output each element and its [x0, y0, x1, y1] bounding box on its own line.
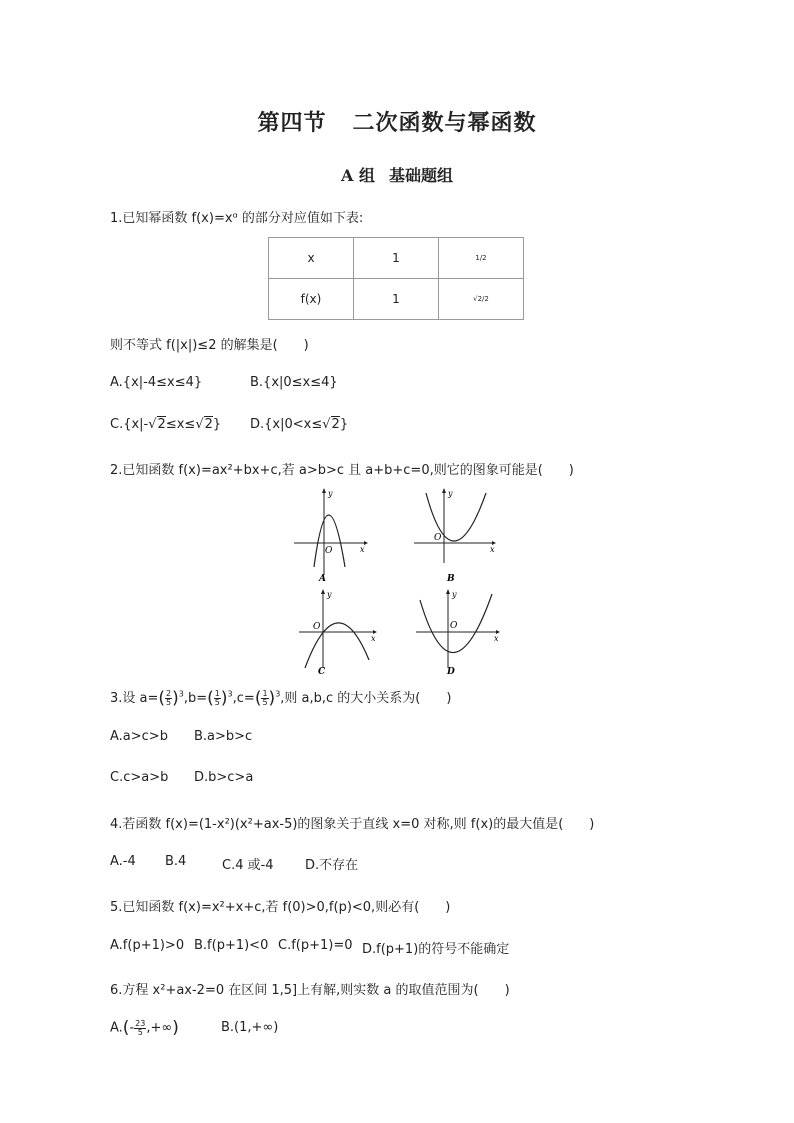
stem-text: ,则 a,b,c 的大小关系为( )	[280, 691, 452, 706]
q4-option-b: B.4	[165, 854, 187, 869]
section-number: 第四节	[257, 110, 327, 136]
table-cell: f(x)	[269, 279, 354, 320]
y-axis-label: y	[452, 590, 457, 599]
section-title: 二次函数与幂函数	[352, 110, 537, 136]
group-heading	[0, 163, 794, 186]
fraction-denominator: 5	[262, 698, 268, 707]
table-cell	[439, 279, 524, 320]
q3-option-d: D.b>c>a	[194, 770, 254, 785]
graph-c	[295, 588, 385, 680]
graph-d	[412, 588, 504, 680]
q4-option-a: A.-4	[110, 854, 136, 869]
q1-option-b: B.{x|0≤x≤4}	[250, 375, 338, 390]
fraction-numerator: 1	[262, 689, 268, 698]
q6-option-b: B.(1,+∞)	[221, 1020, 279, 1035]
group-label: A 组	[340, 166, 375, 185]
option-text: A.	[110, 1020, 123, 1036]
graph-caption: A	[319, 574, 326, 584]
option-text: }	[339, 417, 349, 432]
y-axis-label: y	[448, 489, 453, 498]
option-text: D.{x|0<x≤	[250, 417, 323, 432]
table-row	[269, 279, 524, 320]
sqrt-value: 2	[204, 417, 213, 432]
y-axis-label: y	[327, 590, 332, 599]
q3-option-c: C.c>a>b	[110, 770, 169, 785]
option-text: }	[212, 417, 222, 432]
sqrt-value: 2	[157, 417, 166, 432]
q5-option-b: B.f(p+1)<0	[194, 938, 269, 953]
fraction	[134, 1020, 146, 1037]
question-5-stem: 5.已知函数 f(x)=x²+x+c,若 f(0)>0,f(p)<0,则必有( )	[110, 900, 451, 915]
x-axis-label: x	[360, 545, 365, 554]
graph-b	[410, 485, 500, 585]
q4-option-d: D.不存在	[305, 858, 359, 873]
q1-option-a: A.{x|-4≤x≤4}	[110, 375, 203, 390]
graph-caption: D	[447, 667, 455, 677]
table-cell-small: √2/2	[473, 295, 489, 303]
q1-option-d: D.{x|0<x≤√2}	[250, 417, 349, 432]
q4-option-c: C.4 或-4	[222, 858, 274, 873]
option-text: ,+∞	[146, 1020, 173, 1036]
question-3-stem: 3.设 a=( $\frac{2}{5}$ )$^3$,b=( $\frac{1}{5}$ )$^3$,c=( $\frac{1}{5}$ )$^3$,则 a,b,c 的大小关系为( )	[110, 688, 452, 709]
question-2-stem: 2.已知函数 f(x)=ax²+bx+c,若 a>b>c 且 a+b+c=0,则它的图象可能是( )	[110, 463, 574, 478]
question-1-stem: 1.已知幂函数 f(x)=xᵅ 的部分对应值如下表:	[110, 211, 364, 226]
q6-option-a: A.(- $\frac{23}{5}$ ,+∞)	[110, 1018, 179, 1038]
option-text: C.{x|-	[110, 417, 149, 432]
group-title: 基础题组	[388, 166, 453, 185]
fraction-denominator: 5	[214, 698, 220, 707]
question-6-stem: 6.方程 x²+ax-2=0 在区间 1,5]上有解,则实数 a 的取值范围为( )	[110, 983, 510, 998]
fraction-c	[261, 690, 268, 707]
sqrt-value: 2	[331, 417, 340, 432]
fraction-numerator: 23	[135, 1018, 146, 1028]
x-axis-label: x	[371, 634, 376, 643]
question-1-condition: 则不等式 f(|x|)≤2 的解集是( )	[110, 338, 309, 353]
graph-caption: C	[318, 667, 326, 677]
q5-option-c: C.f(p+1)=0	[278, 938, 353, 953]
value-table	[268, 237, 524, 320]
origin-label: O	[313, 622, 321, 632]
fraction-numerator: 2	[166, 689, 172, 698]
page-title	[0, 106, 794, 137]
q3-option-b: B.a>b>c	[194, 729, 253, 744]
origin-label: O	[434, 533, 442, 543]
table-cell: 1	[354, 279, 439, 320]
q5-option-a: A.f(p+1)>0	[110, 938, 185, 953]
fraction-b	[214, 690, 221, 707]
option-text: ≤x≤	[165, 417, 196, 432]
q3-option-a: A.a>c>b	[110, 729, 168, 744]
origin-label: O	[450, 621, 458, 631]
table-cell-small: 1/2	[475, 254, 487, 262]
question-4-stem: 4.若函数 f(x)=(1-x²)(x²+ax-5)的图象关于直线 x=0 对称,则 f(x)的最大值是( )	[110, 817, 595, 832]
table-cell: x	[269, 238, 354, 279]
x-axis-label: x	[494, 634, 499, 643]
graph-caption: B	[447, 574, 455, 584]
table-row	[269, 238, 524, 279]
fraction-denominator: 5	[137, 1027, 143, 1037]
origin-label: O	[325, 546, 333, 556]
q1-option-c: C.{x|-√2≤x≤√2}	[110, 417, 222, 432]
q5-option-d: D.f(p+1)的符号不能确定	[362, 942, 510, 957]
graph-a	[290, 485, 370, 585]
x-axis-label: x	[490, 545, 495, 554]
table-cell: 1	[354, 238, 439, 279]
table-cell	[439, 238, 524, 279]
fraction-numerator: 1	[214, 689, 220, 698]
y-axis-label: y	[328, 489, 333, 498]
fraction-denominator: 5	[166, 698, 172, 707]
stem-text: 3.设 a=	[110, 691, 159, 706]
